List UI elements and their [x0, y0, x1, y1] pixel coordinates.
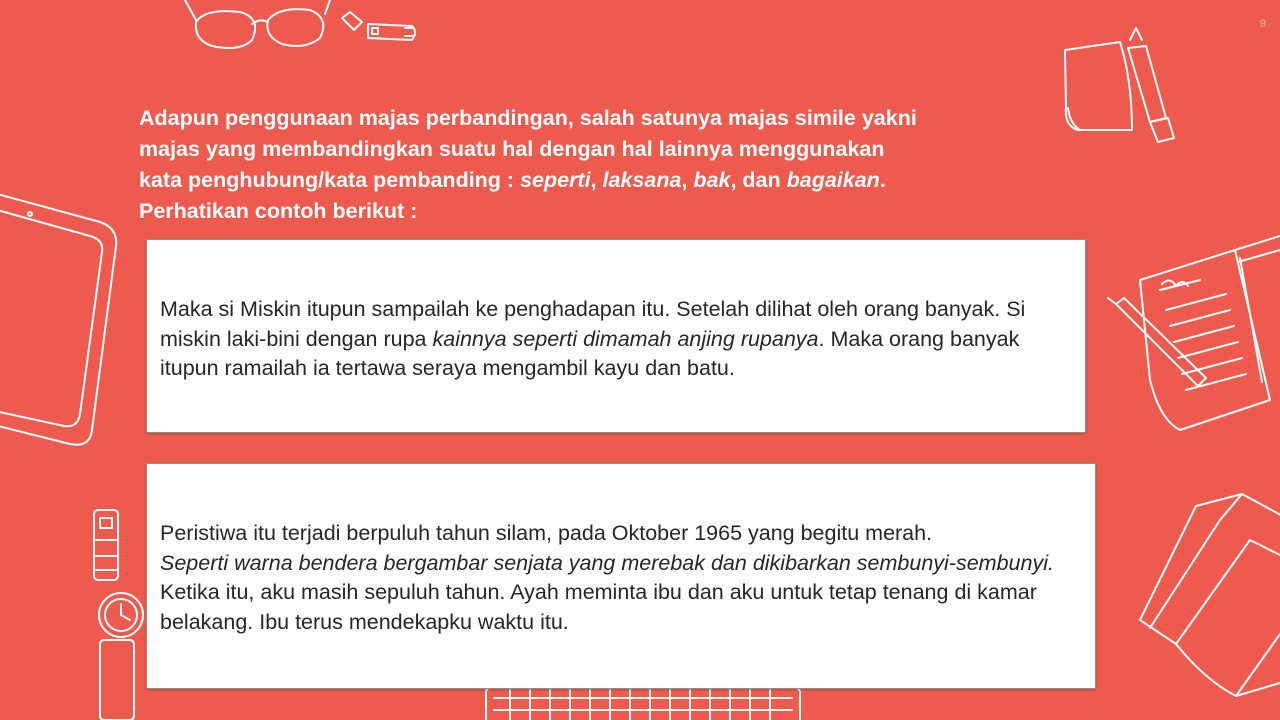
conjunction: , dan [730, 168, 787, 192]
example-1-italic: kainnya seperti dimamah anjing rupanya [432, 326, 819, 351]
period: . [879, 168, 886, 192]
keyword-laksana: laksana [602, 168, 682, 192]
separator: , [590, 168, 603, 192]
marker-icon [1128, 28, 1174, 142]
intro-line-prefix: kata penghubung/kata pembanding : [139, 168, 521, 192]
keyboard-icon [486, 688, 800, 720]
example-1-text-before: Maka si Miskin itupun sampailah ke penghadapan itu. Setelah dilihat oleh orang banyak. Si miskin laki-bini dengan rupa [160, 297, 1026, 351]
wristwatch-icon [94, 510, 143, 720]
glasses-icon [185, 0, 330, 48]
example-1-text-after: . Maka orang banyak itupun ramailah ia tertawa seraya mengambil kayu dan batu. [160, 326, 1020, 380]
example-text-2 [160, 519, 1090, 637]
keyword-bagaikan: bagaikan [786, 168, 880, 192]
example-2-italic: Seperti warna bendera bergambar senjata yang merebak dan dikibarkan sembunyi-sembunyi. [160, 550, 1054, 575]
pen-icon [1108, 298, 1206, 386]
separator: , [681, 168, 694, 192]
slide-number: 9 [1259, 18, 1266, 30]
tablet-icon [0, 192, 116, 445]
keyword-bak: bak [693, 168, 731, 192]
intro-line: Adapun penggunaan majas perbandingan, salah satunya majas simile yakni [139, 106, 917, 130]
example-text-1 [160, 295, 1075, 384]
keyword-seperti: seperti [520, 168, 591, 192]
intro-line: Perhatikan contoh berikut : [139, 199, 418, 223]
usb-stick-icon [342, 12, 415, 40]
sticky-note-icon [1065, 42, 1132, 130]
book-icon [1140, 494, 1280, 696]
example-box-2 [146, 463, 1096, 689]
example-2-text-after: Ketika itu, aku masih sepuluh tahun. Ayah meminta ibu dan aku untuk tetap tenang di kamar belakang. Ibu terus mendekapku waktu itu. [160, 580, 1037, 634]
intro-line: majas yang membandingkan suatu hal dengan hal lainnya menggunakan [139, 137, 885, 161]
example-box-1 [146, 239, 1086, 433]
example-2-line-1: Peristiwa itu terjadi berpuluh tahun silam, pada Oktober 1965 yang begitu merah. [160, 521, 933, 545]
intro-paragraph [139, 103, 1059, 227]
intro-line [139, 165, 1059, 196]
